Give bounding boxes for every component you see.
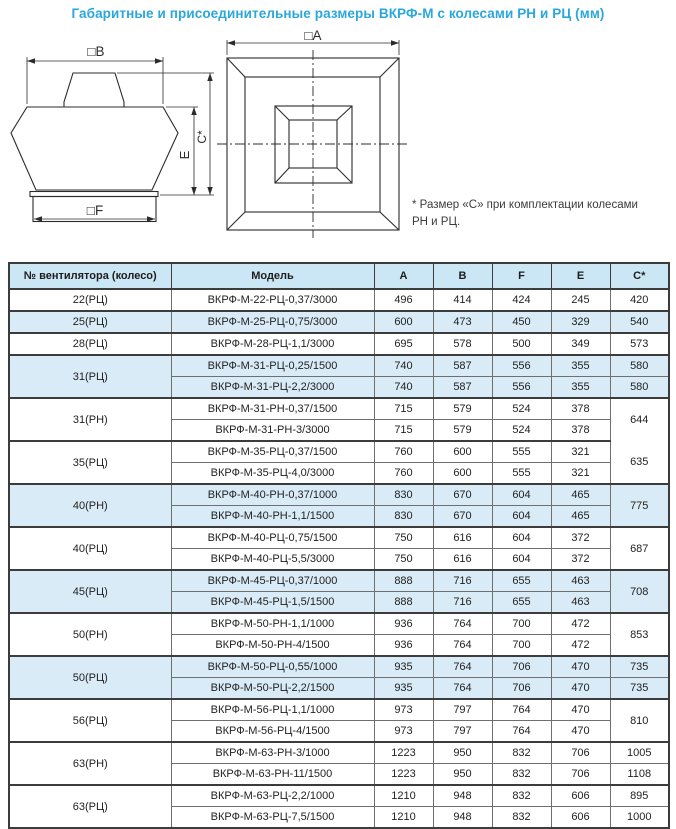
model-cell: ВКРФ-М-35-РЦ-0,37/1500 <box>171 441 374 463</box>
dim-f-cell: 655 <box>492 592 551 614</box>
col-header-a: A <box>374 263 433 289</box>
dim-c-cell: 420 <box>610 289 669 311</box>
dim-b-cell: 797 <box>433 721 492 743</box>
table-header-row <box>9 263 669 289</box>
dim-a-cell: 888 <box>374 570 433 592</box>
dim-c-cell: 1108 <box>610 764 669 786</box>
dim-e-cell: 472 <box>551 613 610 635</box>
model-cell: ВКРФ-М-50-РН-1,1/1000 <box>171 613 374 635</box>
fan-number-cell: 40(РН) <box>9 484 171 527</box>
dim-b-cell: 764 <box>433 635 492 657</box>
dim-b-cell: 670 <box>433 506 492 528</box>
model-cell: ВКРФ-М-50-РН-4/1500 <box>171 635 374 657</box>
table-row <box>9 355 669 377</box>
model-cell: ВКРФ-М-28-РЦ-1,1/3000 <box>171 333 374 355</box>
dim-c-cell: 644 <box>610 398 669 441</box>
footnote-c-dimension: * Размер «С» при комплектации колесами РН и РЦ. <box>412 199 638 228</box>
dim-a-cell: 1223 <box>374 764 433 786</box>
col-header-e: E <box>551 263 610 289</box>
table-row <box>9 441 669 463</box>
fan-number-cell: 56(РЦ) <box>9 699 171 742</box>
dim-a-cell: 830 <box>374 484 433 506</box>
dim-e-cell: 470 <box>551 678 610 700</box>
dim-e-cell: 355 <box>551 377 610 399</box>
dim-f-cell: 700 <box>492 613 551 635</box>
dim-b-cell: 950 <box>433 764 492 786</box>
dimensions-table <box>8 262 670 829</box>
dim-e-cell: 355 <box>551 355 610 377</box>
dim-a-cell: 715 <box>374 398 433 420</box>
dim-b-cell: 950 <box>433 742 492 764</box>
dim-label-b: □B <box>87 44 105 59</box>
model-cell: ВКРФ-М-31-РН-0,37/1500 <box>171 398 374 420</box>
dim-f-cell: 832 <box>492 785 551 807</box>
fan-number-cell: 50(РН) <box>9 613 171 656</box>
fan-number-cell: 40(РЦ) <box>9 527 171 570</box>
dim-c-cell: 708 <box>610 570 669 613</box>
fan-number-cell: 63(РН) <box>9 742 171 785</box>
table-row <box>9 699 669 721</box>
dim-b-cell: 579 <box>433 398 492 420</box>
dim-f-cell: 655 <box>492 570 551 592</box>
dim-c-cell: 775 <box>610 484 669 527</box>
fan-number-cell: 28(РЦ) <box>9 333 171 355</box>
dim-b-cell: 670 <box>433 484 492 506</box>
dim-a-cell: 760 <box>374 441 433 463</box>
page-title: Габаритные и присоединительные размеры ВКРФ-М с колесами РН и РЦ (мм) <box>71 6 605 21</box>
dim-a-cell: 973 <box>374 721 433 743</box>
dim-b-cell: 764 <box>433 656 492 678</box>
dim-e-cell: 463 <box>551 570 610 592</box>
dim-f-cell: 604 <box>492 484 551 506</box>
model-cell: ВКРФ-М-63-РЦ-2,2/1000 <box>171 785 374 807</box>
side-view-drawing <box>11 73 178 222</box>
dim-a-cell: 760 <box>374 463 433 485</box>
dim-b-cell: 948 <box>433 807 492 829</box>
dim-b-cell: 616 <box>433 549 492 571</box>
model-cell: ВКРФ-М-40-РЦ-0,75/1500 <box>171 527 374 549</box>
dim-a-cell: 695 <box>374 333 433 355</box>
fan-number-cell: 50(РЦ) <box>9 656 171 699</box>
dim-b-cell: 473 <box>433 311 492 333</box>
model-cell: ВКРФ-М-35-РЦ-4,0/3000 <box>171 463 374 485</box>
dim-e-cell: 349 <box>551 333 610 355</box>
table-body <box>9 289 669 828</box>
dim-c-cell: 735 <box>610 678 669 700</box>
dim-e-cell: 606 <box>551 807 610 829</box>
dim-b-cell: 578 <box>433 333 492 355</box>
dim-b-cell: 579 <box>433 420 492 442</box>
dim-c-cell: 687 <box>610 527 669 570</box>
dim-b-cell: 587 <box>433 355 492 377</box>
dim-f-cell: 604 <box>492 549 551 571</box>
table-row <box>9 613 669 635</box>
dim-f-cell: 604 <box>492 527 551 549</box>
dim-label-f: □F <box>86 203 104 218</box>
col-header-model: Модель <box>171 263 374 289</box>
dim-a-cell: 1210 <box>374 807 433 829</box>
dim-label-e: E <box>177 150 192 160</box>
dim-f-cell: 524 <box>492 398 551 420</box>
dim-f-cell: 706 <box>492 678 551 700</box>
dim-f-cell: 424 <box>492 289 551 311</box>
dim-f-cell: 524 <box>492 420 551 442</box>
table-row <box>9 656 669 678</box>
dim-b-cell: 600 <box>433 441 492 463</box>
dim-e-cell: 372 <box>551 527 610 549</box>
dim-e-cell: 472 <box>551 635 610 657</box>
dim-f-cell: 706 <box>492 656 551 678</box>
dim-e-cell: 378 <box>551 420 610 442</box>
model-cell: ВКРФ-М-56-РЦ-1,1/1000 <box>171 699 374 721</box>
base-plate <box>30 192 158 197</box>
dim-c-cell: 810 <box>610 699 669 742</box>
dim-e-cell: 706 <box>551 742 610 764</box>
dim-f-cell: 832 <box>492 807 551 829</box>
model-cell: ВКРФ-М-40-РН-0,37/1000 <box>171 484 374 506</box>
dim-a-cell: 936 <box>374 613 433 635</box>
table-row <box>9 333 669 355</box>
col-header-fan-number: № вентилятора (колесо) <box>9 263 171 289</box>
dim-label-a: □A <box>304 28 322 43</box>
dim-c-cell: 1005 <box>610 742 669 764</box>
dim-f-cell: 556 <box>492 355 551 377</box>
model-cell: ВКРФ-М-63-РН-11/1500 <box>171 764 374 786</box>
dim-e-cell: 321 <box>551 463 610 485</box>
dim-e-cell: 329 <box>551 311 610 333</box>
dim-b-cell: 716 <box>433 592 492 614</box>
dim-e-cell: 245 <box>551 289 610 311</box>
model-cell: ВКРФ-М-31-РЦ-0,25/1500 <box>171 355 374 377</box>
fan-body-outline <box>11 107 178 190</box>
dim-label-c-side: C* <box>195 130 209 144</box>
dim-f-cell: 764 <box>492 699 551 721</box>
dim-e-cell: 321 <box>551 441 610 463</box>
dim-b-cell: 716 <box>433 570 492 592</box>
model-cell: ВКРФ-М-40-РЦ-5,5/3000 <box>171 549 374 571</box>
table-row <box>9 527 669 549</box>
dim-e-cell: 372 <box>551 549 610 571</box>
dim-a-cell: 715 <box>374 420 433 442</box>
dim-c-cell: 735 <box>610 656 669 678</box>
dim-b-cell: 797 <box>433 699 492 721</box>
dim-a-cell: 935 <box>374 678 433 700</box>
col-header-b: B <box>433 263 492 289</box>
dim-b-cell: 414 <box>433 289 492 311</box>
model-cell: ВКРФ-М-25-РЦ-0,75/3000 <box>171 311 374 333</box>
dim-e-cell: 470 <box>551 656 610 678</box>
fan-number-cell: 63(РЦ) <box>9 785 171 828</box>
dim-f-cell: 556 <box>492 377 551 399</box>
model-cell: ВКРФ-М-45-РЦ-1,5/1500 <box>171 592 374 614</box>
dim-a-cell: 600 <box>374 311 433 333</box>
model-cell: ВКРФ-М-45-РЦ-0,37/1000 <box>171 570 374 592</box>
dim-a-cell: 935 <box>374 656 433 678</box>
dim-a-cell: 830 <box>374 506 433 528</box>
model-cell: ВКРФ-М-50-РЦ-2,2/1500 <box>171 678 374 700</box>
dim-e-cell: 706 <box>551 764 610 786</box>
dim-f-cell: 555 <box>492 441 551 463</box>
col-header-c: C* <box>610 263 669 289</box>
fan-number-cell: 31(РН) <box>9 398 171 441</box>
dim-c-cell: 580 <box>610 377 669 399</box>
model-cell: ВКРФ-М-56-РЦ-4/1500 <box>171 721 374 743</box>
dim-e-cell: 463 <box>551 592 610 614</box>
table-row <box>9 742 669 764</box>
dim-c-cell: 573 <box>610 333 669 355</box>
dim-b-cell: 616 <box>433 527 492 549</box>
table-row <box>9 311 669 333</box>
dim-a-cell: 740 <box>374 377 433 399</box>
dim-c-cell: 540 <box>610 311 669 333</box>
dim-a-cell: 1210 <box>374 785 433 807</box>
fan-number-cell: 25(РЦ) <box>9 311 171 333</box>
dim-b-cell: 764 <box>433 678 492 700</box>
dim-a-cell: 496 <box>374 289 433 311</box>
model-cell: ВКРФ-М-63-РН-3/1000 <box>171 742 374 764</box>
dim-c-cell: 853 <box>610 613 669 656</box>
model-cell: ВКРФ-М-22-РЦ-0,37/3000 <box>171 289 374 311</box>
fan-number-cell: 22(РЦ) <box>9 289 171 311</box>
dim-a-cell: 750 <box>374 549 433 571</box>
dim-c-cell: 1000 <box>610 807 669 829</box>
model-cell: ВКРФ-М-40-РН-1,1/1500 <box>171 506 374 528</box>
dim-e-cell: 465 <box>551 484 610 506</box>
dim-c-cell: 580 <box>610 355 669 377</box>
dim-f-cell: 555 <box>492 463 551 485</box>
table-header <box>9 263 669 289</box>
dim-a-cell: 740 <box>374 355 433 377</box>
fan-number-cell: 35(РЦ) <box>9 441 171 484</box>
dim-a-cell: 750 <box>374 527 433 549</box>
model-cell: ВКРФ-М-31-РН-3/3000 <box>171 420 374 442</box>
dim-e-cell: 465 <box>551 506 610 528</box>
dim-f-cell: 832 <box>492 742 551 764</box>
table-row <box>9 289 669 311</box>
col-header-f: F <box>492 263 551 289</box>
fan-number-cell: 31(РЦ) <box>9 355 171 398</box>
dim-e-cell: 470 <box>551 699 610 721</box>
dim-e-cell: 470 <box>551 721 610 743</box>
dim-a-cell: 1223 <box>374 742 433 764</box>
model-cell: ВКРФ-М-31-РЦ-2,2/3000 <box>171 377 374 399</box>
table-row <box>9 398 669 420</box>
dim-f-cell: 450 <box>492 311 551 333</box>
dim-a-cell: 936 <box>374 635 433 657</box>
dim-f-cell: 764 <box>492 721 551 743</box>
dim-c-cell: 635 <box>610 441 669 484</box>
dim-a-cell: 888 <box>374 592 433 614</box>
dim-b-cell: 764 <box>433 613 492 635</box>
table-row <box>9 785 669 807</box>
dim-f-cell: 604 <box>492 506 551 528</box>
model-cell: ВКРФ-М-50-РЦ-0,55/1000 <box>171 656 374 678</box>
dim-f-cell: 500 <box>492 333 551 355</box>
dim-b-cell: 948 <box>433 785 492 807</box>
dim-a-cell: 973 <box>374 699 433 721</box>
motor-cap-outline <box>64 73 124 107</box>
inner-frame-square <box>245 77 380 212</box>
dim-f-cell: 700 <box>492 635 551 657</box>
dim-c-cell: 895 <box>610 785 669 807</box>
dim-f-cell: 832 <box>492 764 551 786</box>
dim-b-cell: 600 <box>433 463 492 485</box>
dim-e-cell: 378 <box>551 398 610 420</box>
dim-b-cell: 587 <box>433 377 492 399</box>
dim-e-cell: 606 <box>551 785 610 807</box>
table-row <box>9 570 669 592</box>
table-row <box>9 484 669 506</box>
fan-number-cell: 45(РЦ) <box>9 570 171 613</box>
model-cell: ВКРФ-М-63-РЦ-7,5/1500 <box>171 807 374 829</box>
